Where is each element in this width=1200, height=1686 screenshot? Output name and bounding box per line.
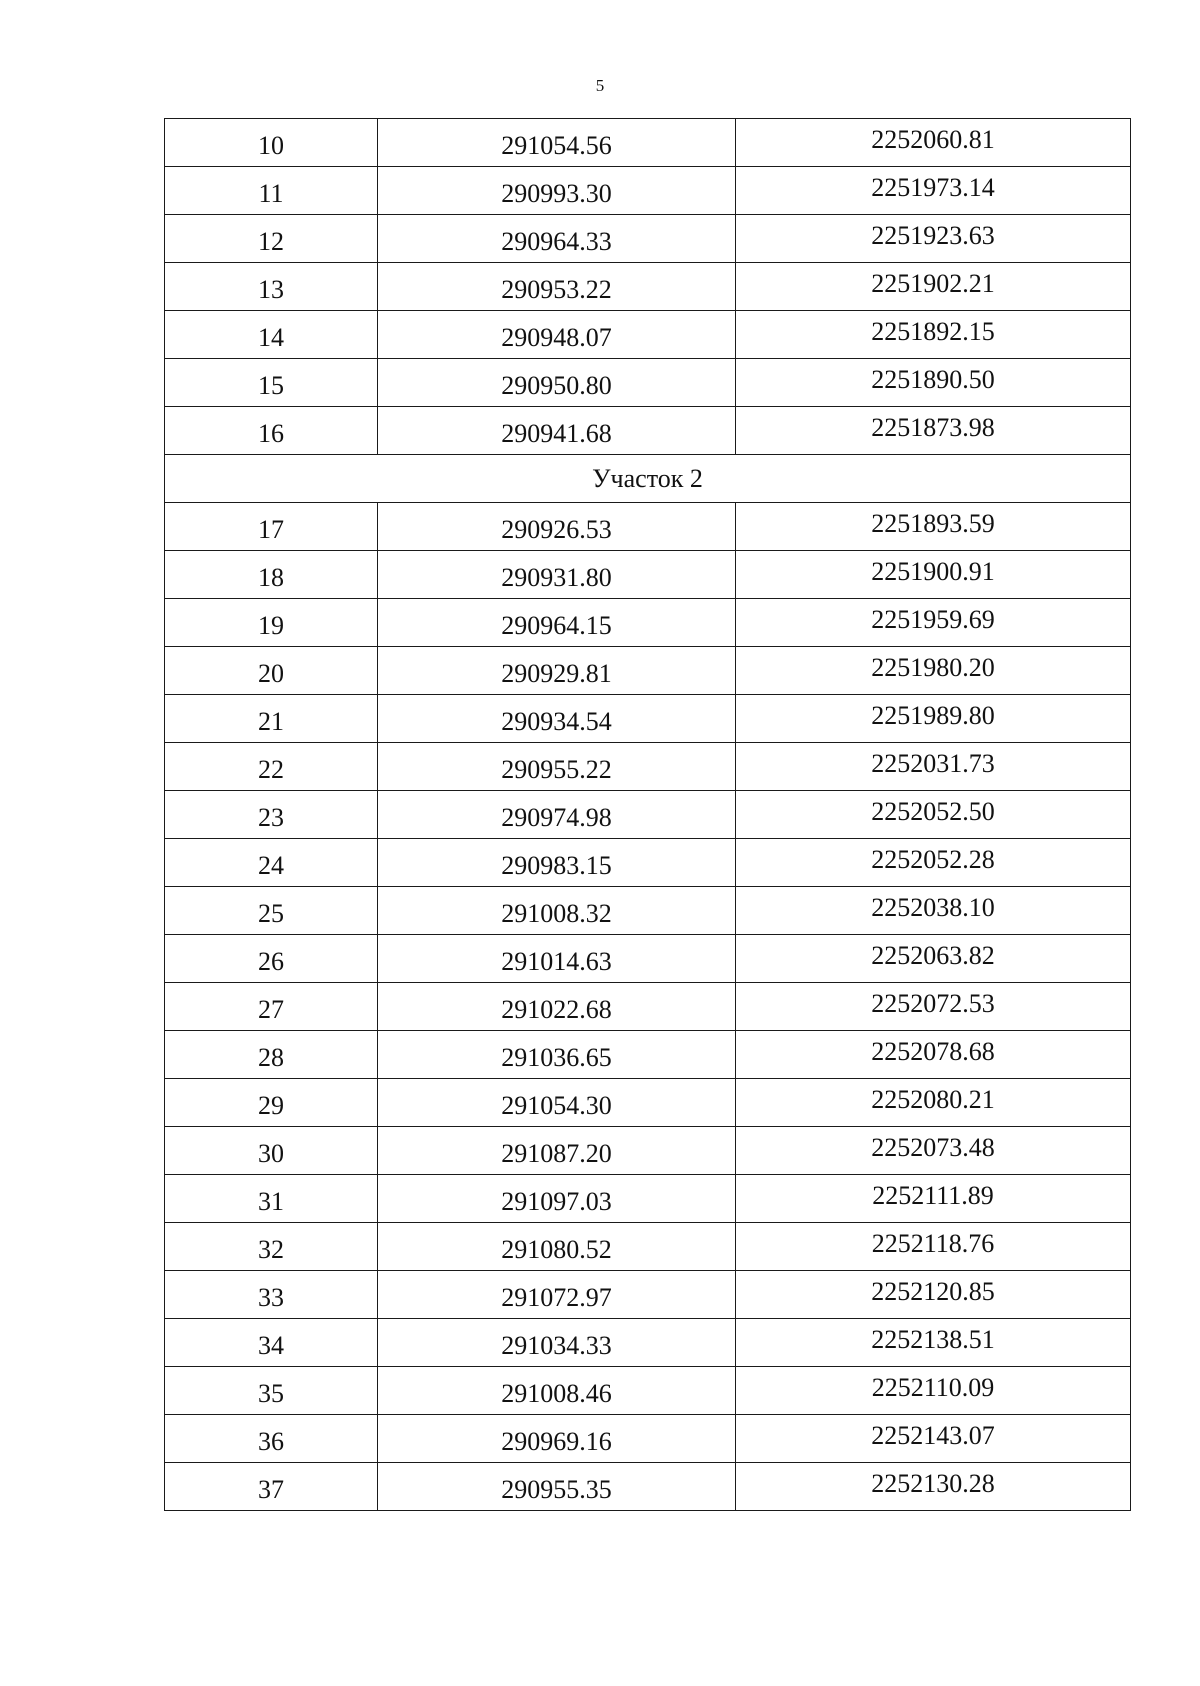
- point-number-cell: 35: [165, 1367, 378, 1415]
- y-coordinate-cell: 2252063.82: [736, 935, 1131, 983]
- y-coordinate-cell: 2251900.91: [736, 551, 1131, 599]
- point-number-cell: 30: [165, 1127, 378, 1175]
- table-row: [165, 1319, 1131, 1367]
- point-number-cell: 29: [165, 1079, 378, 1127]
- x-coordinate-cell: 290929.81: [378, 647, 736, 695]
- y-coordinate-cell: 2251890.50: [736, 359, 1131, 407]
- point-number-cell: 31: [165, 1175, 378, 1223]
- table-row: [165, 599, 1131, 647]
- table-row: [165, 503, 1131, 551]
- section-row: [165, 455, 1131, 503]
- page-number: 5: [595, 76, 605, 95]
- x-coordinate-cell: 290955.22: [378, 743, 736, 791]
- point-number-cell: 36: [165, 1415, 378, 1463]
- table-row: [165, 551, 1131, 599]
- point-number-cell: 32: [165, 1223, 378, 1271]
- point-number-cell: 26: [165, 935, 378, 983]
- y-coordinate-cell: 2251923.63: [736, 215, 1131, 263]
- y-coordinate-cell: 2252038.10: [736, 887, 1131, 935]
- y-coordinate-cell: 2252052.28: [736, 839, 1131, 887]
- point-number-cell: 28: [165, 1031, 378, 1079]
- table-row: [165, 935, 1131, 983]
- point-number-cell: 18: [165, 551, 378, 599]
- table-row: [165, 119, 1131, 167]
- table-row: [165, 167, 1131, 215]
- y-coordinate-cell: 2252052.50: [736, 791, 1131, 839]
- table-row: [165, 887, 1131, 935]
- y-coordinate-cell: 2252060.81: [736, 119, 1131, 167]
- x-coordinate-cell: 291022.68: [378, 983, 736, 1031]
- x-coordinate-cell: 291036.65: [378, 1031, 736, 1079]
- x-coordinate-cell: 290993.30: [378, 167, 736, 215]
- y-coordinate-cell: 2252072.53: [736, 983, 1131, 1031]
- x-coordinate-cell: 290950.80: [378, 359, 736, 407]
- table-row: [165, 1175, 1131, 1223]
- y-coordinate-cell: 2251873.98: [736, 407, 1131, 455]
- table-row: [165, 647, 1131, 695]
- x-coordinate-cell: 290964.15: [378, 599, 736, 647]
- section-title: Участок 2: [165, 455, 1131, 503]
- table-row: [165, 1223, 1131, 1271]
- x-coordinate-cell: 291072.97: [378, 1271, 736, 1319]
- y-coordinate-cell: 2251973.14: [736, 167, 1131, 215]
- y-coordinate-cell: 2252111.89: [736, 1175, 1131, 1223]
- point-number-cell: 21: [165, 695, 378, 743]
- y-coordinate-cell: 2251959.69: [736, 599, 1131, 647]
- table-row: [165, 1367, 1131, 1415]
- point-number-cell: 19: [165, 599, 378, 647]
- point-number-cell: 24: [165, 839, 378, 887]
- y-coordinate-cell: 2251989.80: [736, 695, 1131, 743]
- table-row: [165, 1463, 1131, 1511]
- x-coordinate-cell: 290955.35: [378, 1463, 736, 1511]
- point-number-cell: 12: [165, 215, 378, 263]
- x-coordinate-cell: 290934.54: [378, 695, 736, 743]
- table-row: [165, 311, 1131, 359]
- point-number-cell: 23: [165, 791, 378, 839]
- point-number-cell: 25: [165, 887, 378, 935]
- x-coordinate-cell: 291054.56: [378, 119, 736, 167]
- point-number-cell: 16: [165, 407, 378, 455]
- x-coordinate-cell: 291054.30: [378, 1079, 736, 1127]
- table-row: [165, 791, 1131, 839]
- coordinates-table-body: [165, 119, 1131, 1511]
- table-row: [165, 1271, 1131, 1319]
- y-coordinate-cell: 2252078.68: [736, 1031, 1131, 1079]
- point-number-cell: 27: [165, 983, 378, 1031]
- y-coordinate-cell: 2252073.48: [736, 1127, 1131, 1175]
- table-row: [165, 263, 1131, 311]
- table-row: [165, 1127, 1131, 1175]
- point-number-cell: 11: [165, 167, 378, 215]
- point-number-cell: 10: [165, 119, 378, 167]
- x-coordinate-cell: 290964.33: [378, 215, 736, 263]
- point-number-cell: 15: [165, 359, 378, 407]
- point-number-cell: 14: [165, 311, 378, 359]
- x-coordinate-cell: 291008.32: [378, 887, 736, 935]
- table-row: [165, 359, 1131, 407]
- point-number-cell: 34: [165, 1319, 378, 1367]
- y-coordinate-cell: 2252130.28: [736, 1463, 1131, 1511]
- x-coordinate-cell: 290983.15: [378, 839, 736, 887]
- table-row: [165, 215, 1131, 263]
- table-row: [165, 695, 1131, 743]
- point-number-cell: 33: [165, 1271, 378, 1319]
- x-coordinate-cell: 291014.63: [378, 935, 736, 983]
- table-row: [165, 743, 1131, 791]
- y-coordinate-cell: 2252031.73: [736, 743, 1131, 791]
- x-coordinate-cell: 290948.07: [378, 311, 736, 359]
- x-coordinate-cell: 290969.16: [378, 1415, 736, 1463]
- x-coordinate-cell: 290974.98: [378, 791, 736, 839]
- x-coordinate-cell: 291097.03: [378, 1175, 736, 1223]
- point-number-cell: 37: [165, 1463, 378, 1511]
- y-coordinate-cell: 2252110.09: [736, 1367, 1131, 1415]
- point-number-cell: 20: [165, 647, 378, 695]
- y-coordinate-cell: 2252138.51: [736, 1319, 1131, 1367]
- y-coordinate-cell: 2252118.76: [736, 1223, 1131, 1271]
- table-row: [165, 1031, 1131, 1079]
- x-coordinate-cell: 290931.80: [378, 551, 736, 599]
- y-coordinate-cell: 2252120.85: [736, 1271, 1131, 1319]
- coordinates-table: [164, 118, 1131, 1511]
- x-coordinate-cell: 291080.52: [378, 1223, 736, 1271]
- x-coordinate-cell: 291087.20: [378, 1127, 736, 1175]
- point-number-cell: 17: [165, 503, 378, 551]
- y-coordinate-cell: 2251892.15: [736, 311, 1131, 359]
- x-coordinate-cell: 290953.22: [378, 263, 736, 311]
- table-row: [165, 407, 1131, 455]
- y-coordinate-cell: 2252080.21: [736, 1079, 1131, 1127]
- y-coordinate-cell: 2251893.59: [736, 503, 1131, 551]
- table-row: [165, 1415, 1131, 1463]
- y-coordinate-cell: 2252143.07: [736, 1415, 1131, 1463]
- table-row: [165, 839, 1131, 887]
- y-coordinate-cell: 2251980.20: [736, 647, 1131, 695]
- x-coordinate-cell: 290941.68: [378, 407, 736, 455]
- point-number-cell: 22: [165, 743, 378, 791]
- table-row: [165, 983, 1131, 1031]
- x-coordinate-cell: 291008.46: [378, 1367, 736, 1415]
- x-coordinate-cell: 291034.33: [378, 1319, 736, 1367]
- point-number-cell: 13: [165, 263, 378, 311]
- table-row: [165, 1079, 1131, 1127]
- y-coordinate-cell: 2251902.21: [736, 263, 1131, 311]
- x-coordinate-cell: 290926.53: [378, 503, 736, 551]
